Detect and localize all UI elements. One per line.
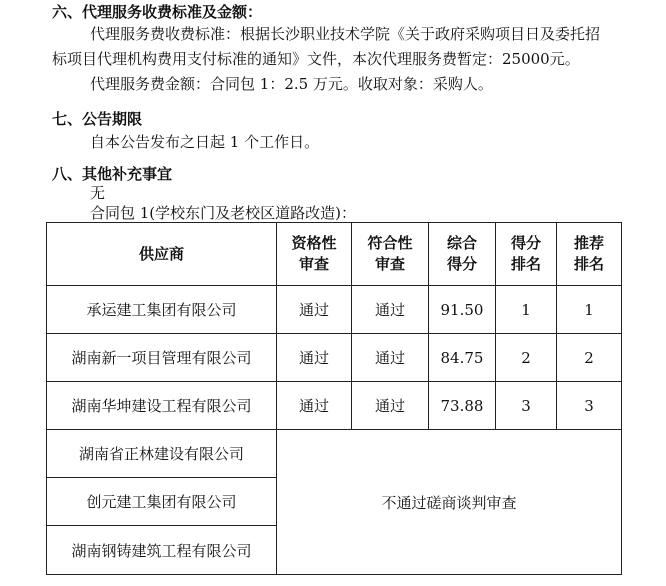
cell-supplier: 湖南华坤建设工程有限公司 <box>47 382 277 430</box>
table-row-failed <box>47 430 622 478</box>
cell-qualification: 通过 <box>277 334 352 382</box>
header-compliance-text: 符合性 审查 <box>367 234 413 273</box>
cell-supplier: 创元建工集团有限公司 <box>47 478 277 526</box>
cell-recommend: 2 <box>557 334 622 382</box>
cell-supplier: 承运建工集团有限公司 <box>47 286 277 334</box>
section-seven-title: 七、公告期限 <box>52 110 143 128</box>
header-compliance <box>352 223 429 286</box>
cell-supplier: 湖南钢铸建筑工程有限公司 <box>47 526 277 575</box>
cell-score: 84.75 <box>429 334 496 382</box>
failed-review-note: 不通过磋商谈判审查 <box>277 430 622 575</box>
header-recommend <box>557 223 622 286</box>
header-qualification <box>277 223 352 286</box>
header-qualification-text: 资格性 审查 <box>291 234 337 273</box>
cell-recommend: 3 <box>557 382 622 430</box>
table-row <box>47 334 622 382</box>
cell-compliance: 通过 <box>352 382 429 430</box>
cell-recommend: 1 <box>557 286 622 334</box>
cell-score: 91.50 <box>429 286 496 334</box>
cell-score: 73.88 <box>429 382 496 430</box>
section-six-paragraph-1: 代理服务费收费标准：根据长沙职业技术学院《关于政府采购项目日及委托招 <box>90 25 601 43</box>
header-recommend-text: 推荐 排名 <box>573 234 604 273</box>
section-six-paragraph-2: 标项目代理机构费用支付标准的通知》文件，本次代理服务费暂定：25000元。 <box>52 50 580 68</box>
section-eight-title: 八、其他补充事宜 <box>52 165 173 183</box>
header-score-text: 综合 得分 <box>446 234 477 273</box>
section-six-paragraph-3: 代理服务费金额：合同包 1：2.5 万元。收取对象：采购人。 <box>90 75 493 93</box>
header-supplier: 供应商 <box>47 223 277 286</box>
section-eight-paragraph-2: 合同包 1(学校东门及老校区道路改造)： <box>90 204 357 222</box>
cell-rank: 1 <box>496 286 557 334</box>
cell-rank: 2 <box>496 334 557 382</box>
table-row <box>47 286 622 334</box>
cell-qualification: 通过 <box>277 382 352 430</box>
table-header-row <box>47 223 622 286</box>
section-eight-paragraph-1: 无 <box>90 184 106 202</box>
cell-supplier: 湖南省正林建设有限公司 <box>47 430 277 478</box>
section-seven-paragraph: 自本公告发布之日起 1 个工作日。 <box>90 133 320 151</box>
evaluation-result-table <box>46 222 622 575</box>
section-six-title: 六、代理服务收费标准及金额： <box>52 3 263 21</box>
cell-compliance: 通过 <box>352 286 429 334</box>
cell-qualification: 通过 <box>277 286 352 334</box>
header-rank-text: 得分 排名 <box>510 234 541 273</box>
cell-supplier: 湖南新一项目管理有限公司 <box>47 334 277 382</box>
table-row <box>47 382 622 430</box>
header-rank <box>496 223 557 286</box>
header-score <box>429 223 496 286</box>
cell-compliance: 通过 <box>352 334 429 382</box>
cell-rank: 3 <box>496 382 557 430</box>
